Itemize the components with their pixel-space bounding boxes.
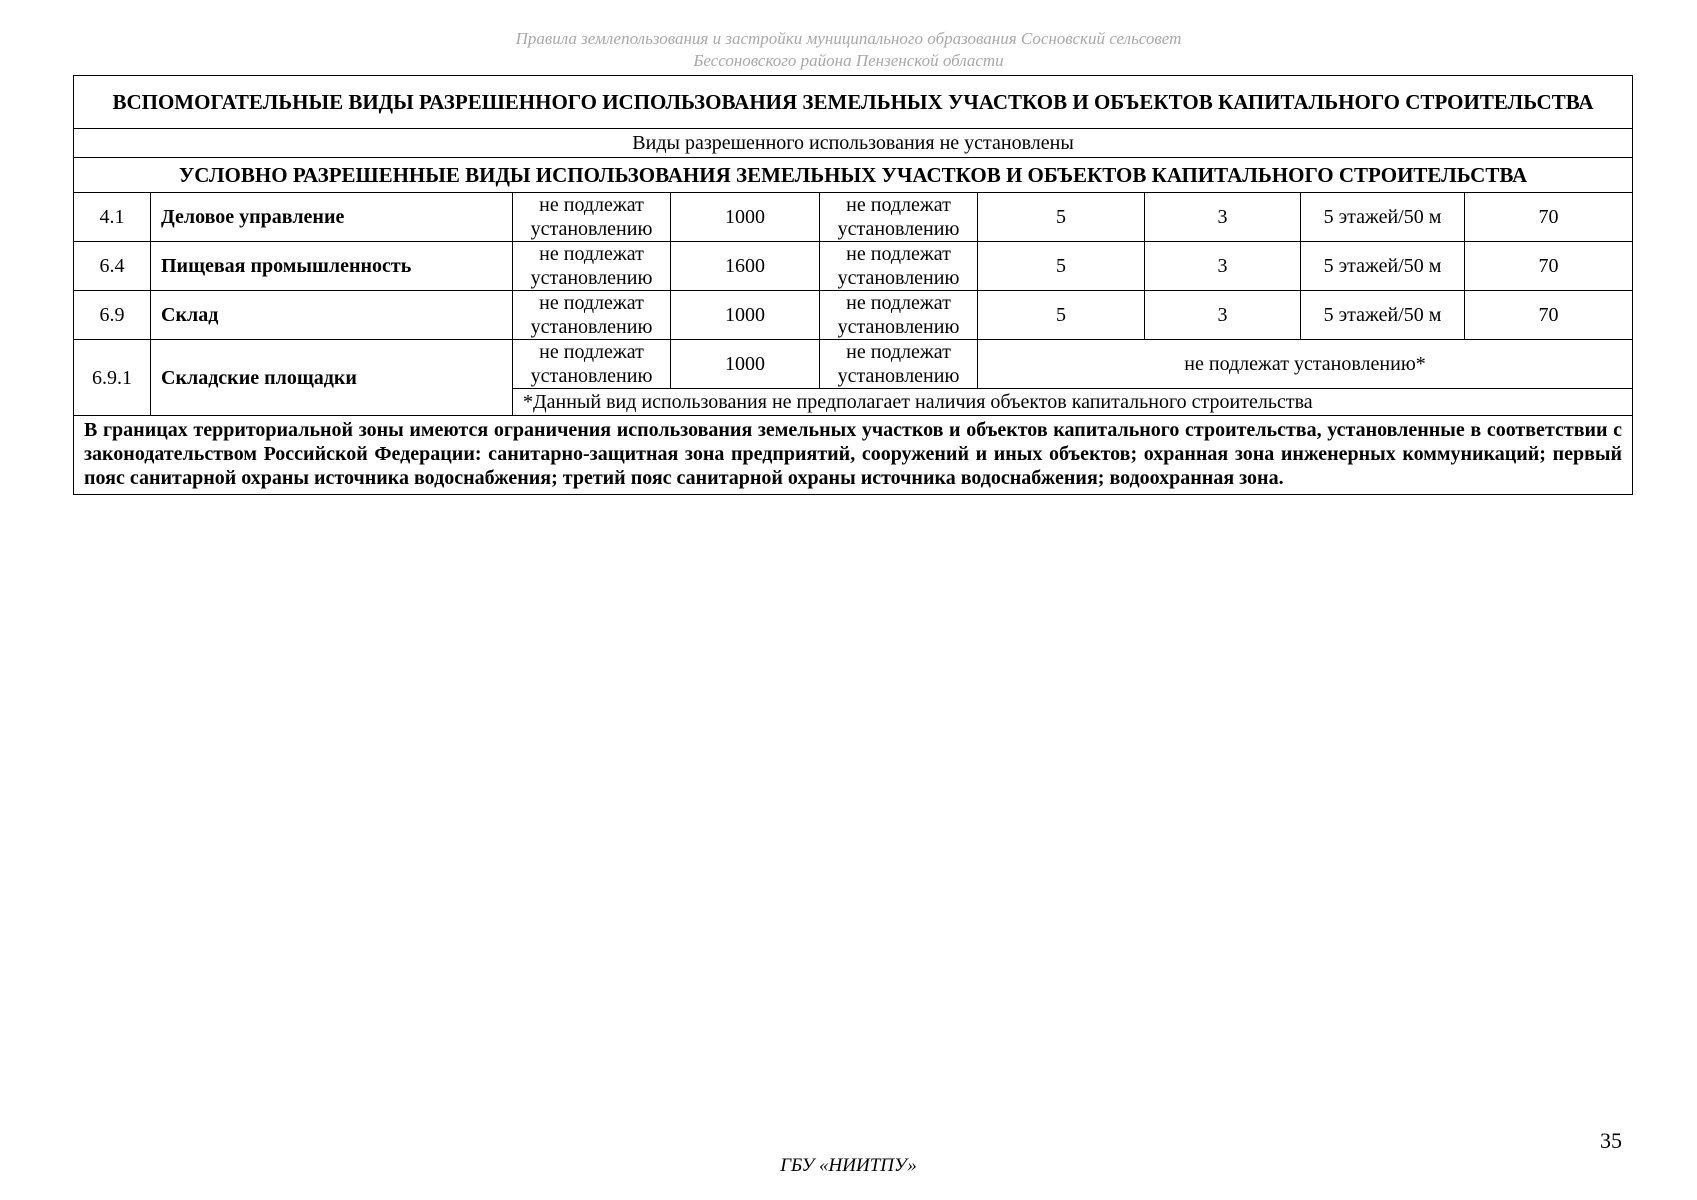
document-header: [0, 28, 1697, 72]
use-name: Склад: [151, 291, 513, 340]
cell-text: установлению: [837, 316, 960, 338]
use-code: 6.9.1: [74, 340, 151, 416]
coverage-cell: 70: [1465, 242, 1633, 291]
min-size-cell: [513, 193, 671, 242]
min-area-cell: 1000: [671, 291, 820, 340]
max-area-cell: [820, 242, 978, 291]
use-code: 6.4: [74, 242, 151, 291]
cell-text: не подлежат: [539, 243, 644, 265]
setback-side-cell: 3: [1145, 291, 1301, 340]
cell-text: установлению: [530, 267, 653, 289]
min-size-cell: [513, 291, 671, 340]
cell-text: установлению: [837, 218, 960, 240]
coverage-cell: 70: [1465, 291, 1633, 340]
restrictions-note: В границах территориальной зоны имеются ограничения использования земельных участков и объектов капитального строительства, установленные в соответствии с законодательством Российской Федерации: санитарно-защитная зона предприятий, сооружений и иных объектов; охранная зона инженерных коммуникаций; первый пояс санитарной охраны источника водоснабжения; третий пояс санитарной охраны источника водоснабжения; водоохранная зона.: [74, 416, 1633, 495]
table-row: [74, 291, 1633, 340]
max-height-cell: 5 этажей/50 м: [1301, 291, 1465, 340]
cell-text: установлению: [530, 365, 653, 387]
use-name: Складские площадки: [151, 340, 513, 416]
cell-text: не подлежат: [539, 341, 644, 363]
min-area-cell: 1600: [671, 242, 820, 291]
setback-side-cell: 3: [1145, 242, 1301, 291]
setback-front-cell: 5: [978, 291, 1145, 340]
auxiliary-uses-title: ВСПОМОГАТЕЛЬНЫЕ ВИДЫ РАЗРЕШЕННОГО ИСПОЛЬЗОВАНИЯ ЗЕМЕЛЬНЫХ УЧАСТКОВ И ОБЪЕКТОВ КАПИТАЛЬНОГО СТРОИТЕЛЬСТВА: [74, 76, 1633, 129]
table-row: [74, 193, 1633, 242]
min-size-cell: [513, 242, 671, 291]
conditional-uses-title: УСЛОВНО РАЗРЕШЕННЫЕ ВИДЫ ИСПОЛЬЗОВАНИЯ ЗЕМЕЛЬНЫХ УЧАСТКОВ И ОБЪЕКТОВ КАПИТАЛЬНОГО СТРОИТЕЛЬСТВА: [74, 158, 1633, 193]
footnote: *Данный вид использования не предполагает наличия объектов капитального строительства: [513, 389, 1633, 416]
max-area-cell: [820, 340, 978, 389]
document-footer: ГБУ «НИИТПУ»: [780, 1155, 917, 1176]
page-number: 35: [1600, 1128, 1622, 1153]
cell-text: установлению: [837, 267, 960, 289]
max-height-cell: 5 этажей/50 м: [1301, 193, 1465, 242]
header-line-2: Бессоновского района Пензенской области: [693, 51, 1004, 70]
cell-text: не подлежат: [846, 194, 951, 216]
cell-text: не подлежат: [539, 292, 644, 314]
coverage-cell: 70: [1465, 193, 1633, 242]
table-row: [74, 340, 1633, 389]
cell-text: установлению: [837, 365, 960, 387]
auxiliary-uses-note: Виды разрешенного использования не установлены: [74, 129, 1633, 158]
max-area-cell: [820, 193, 978, 242]
setback-front-cell: 5: [978, 193, 1145, 242]
merged-params-cell: не подлежат установлению*: [978, 340, 1633, 389]
cell-text: не подлежат: [846, 243, 951, 265]
use-code: 4.1: [74, 193, 151, 242]
min-size-cell: [513, 340, 671, 389]
min-area-cell: 1000: [671, 340, 820, 389]
use-name: Деловое управление: [151, 193, 513, 242]
cell-text: не подлежат: [846, 292, 951, 314]
header-line-1: Правила землепользования и застройки муниципального образования Сосновский сельсовет: [515, 29, 1182, 48]
table-row: [74, 242, 1633, 291]
min-area-cell: 1000: [671, 193, 820, 242]
cell-text: установлению: [530, 218, 653, 240]
use-code: 6.9: [74, 291, 151, 340]
cell-text: установлению: [530, 316, 653, 338]
use-name: Пищевая промышленность: [151, 242, 513, 291]
land-use-table: [73, 75, 1633, 495]
max-area-cell: [820, 291, 978, 340]
setback-front-cell: 5: [978, 242, 1145, 291]
max-height-cell: 5 этажей/50 м: [1301, 242, 1465, 291]
setback-side-cell: 3: [1145, 193, 1301, 242]
cell-text: не подлежат: [846, 341, 951, 363]
cell-text: не подлежат: [539, 194, 644, 216]
